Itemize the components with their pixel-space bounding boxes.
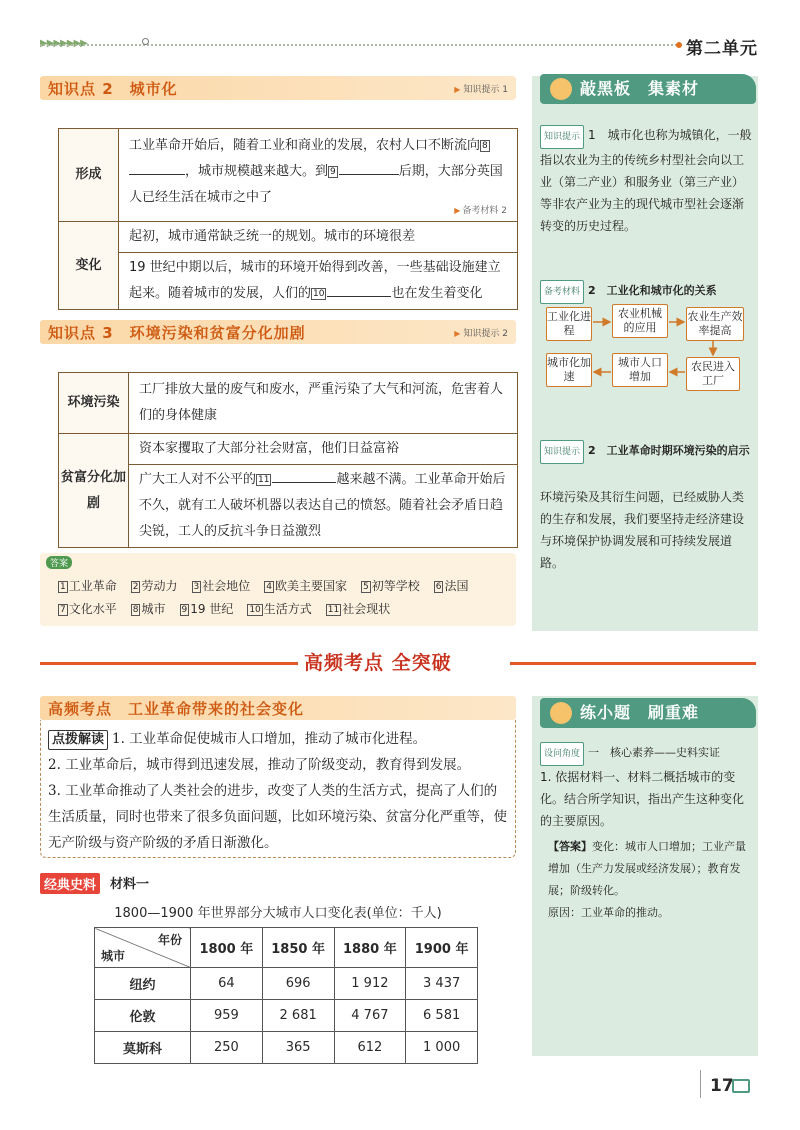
flow-node: 农业生产效率提高 bbox=[686, 307, 744, 341]
answer-item bbox=[264, 577, 347, 594]
text: 1 城市化也称为城镇化，一般指以农业为主的传统乡村型社会向以工业（第二产业）和服务业（第三产业）等非农产业为主的现代城市型社会逐渐转变的历史过程。 bbox=[540, 128, 752, 233]
answer-item bbox=[247, 600, 311, 617]
answer-number: 5 bbox=[363, 581, 369, 592]
text: 1. 工业革命促使城市人口增加，推动了城市化进程。 bbox=[112, 731, 427, 747]
right-header-title: 练小题 刷重难 bbox=[580, 703, 700, 722]
fill-blank[interactable] bbox=[327, 296, 391, 297]
col-header: 1900 年 bbox=[406, 928, 478, 968]
blank-number: 8 bbox=[482, 140, 488, 151]
text-block bbox=[119, 253, 517, 309]
row-city: 伦敦 bbox=[95, 1000, 191, 1032]
answer-text: 19 世纪 bbox=[190, 602, 234, 616]
text: 起初，城市通常缺乏统一的规划。城市的环境很差 bbox=[119, 222, 517, 253]
answer-item bbox=[361, 577, 420, 594]
divider-title: 高频考点 全突破 bbox=[304, 652, 452, 674]
cell: 959 bbox=[191, 1000, 263, 1032]
cell: 2 681 bbox=[262, 1000, 334, 1032]
answer-number: 11 bbox=[327, 604, 340, 615]
kp3-row-pollution bbox=[59, 373, 518, 434]
flow-node: 城市人口增加 bbox=[612, 353, 668, 387]
right-header-2 bbox=[540, 698, 756, 728]
right-header-title: 敲黑板 集素材 bbox=[580, 79, 700, 98]
cell: 1 000 bbox=[406, 1032, 478, 1064]
answer-text: 欧美主要国家 bbox=[274, 579, 347, 593]
flow-arrows bbox=[540, 302, 754, 394]
answer-label: 【答案】 bbox=[548, 840, 592, 853]
answer-number: 1 bbox=[60, 581, 66, 592]
question-1: 1. 依据材料一、材料二概括城市的变化。结合所学知识，指出产生这种变化的主要原因。 bbox=[540, 770, 745, 828]
hf-point-2: 2. 工业革命后，城市得到迅速发展，推动了阶级变动，教育得到发展。 bbox=[48, 757, 471, 773]
answer-number: 7 bbox=[60, 604, 66, 615]
page-separator bbox=[700, 1070, 701, 1098]
answer-text: 初等学校 bbox=[371, 579, 420, 593]
flow-node: 农业机械的应用 bbox=[612, 304, 668, 338]
row-content bbox=[119, 222, 518, 310]
answer-text: 文化水平 bbox=[68, 602, 117, 616]
kp3-header bbox=[40, 320, 516, 344]
answer-text: 法国 bbox=[444, 579, 469, 593]
page-number: 17 bbox=[710, 1076, 734, 1096]
answer-number: 4 bbox=[266, 581, 272, 592]
kp2-row-change bbox=[59, 222, 518, 310]
answer-number: 3 bbox=[193, 581, 200, 592]
cell: 3 437 bbox=[406, 968, 478, 1000]
corner-year: 年份 bbox=[157, 933, 182, 947]
answer-number: 6 bbox=[435, 581, 442, 592]
cell: 64 bbox=[191, 968, 263, 1000]
table-header-row bbox=[95, 928, 478, 968]
tag-hint: 知识提示 bbox=[540, 440, 584, 464]
fill-blank[interactable] bbox=[129, 174, 185, 175]
text: 2 工业革命时期环境污染的启示 bbox=[588, 444, 750, 457]
kp3-hint: ▶ 知识提示 2 bbox=[454, 326, 508, 339]
answer-item bbox=[180, 600, 234, 617]
divider-line-right bbox=[510, 662, 756, 665]
answer-number: 8 bbox=[132, 604, 139, 615]
header-knot bbox=[142, 38, 149, 45]
row-city: 纽约 bbox=[95, 968, 191, 1000]
answer-item bbox=[326, 600, 390, 617]
blank-number: 11 bbox=[258, 474, 270, 485]
knowledge-hint-2-text: 环境污染及其衍生问题，已经威胁人类的生存和发展，我们要坚持走经济建设与环境保护协调发展和可持续发展道路。 bbox=[540, 490, 745, 570]
cell: 365 bbox=[262, 1032, 334, 1064]
cell: 4 767 bbox=[334, 1000, 406, 1032]
hf-header bbox=[40, 696, 516, 720]
col-header: 1880 年 bbox=[334, 928, 406, 968]
cell: 250 bbox=[191, 1032, 263, 1064]
answer-number: 9 bbox=[181, 604, 188, 615]
kp3-row-wealth-gap bbox=[59, 434, 518, 548]
flow-node: 工业化进程 bbox=[546, 307, 592, 341]
col-header: 1850 年 bbox=[262, 928, 334, 968]
answer-number: 10 bbox=[249, 604, 261, 615]
row-content: 工厂排放大量的废气和废水，严重污染了大气和河流，危害着人们的身体健康 bbox=[129, 373, 518, 434]
text: 工业革命开始后，随着工业和商业的发展，农村人口不断流向 bbox=[129, 138, 481, 153]
row-label: 环境污染 bbox=[59, 373, 129, 434]
row-label: 贫富分化加剧 bbox=[59, 434, 129, 548]
answer-item bbox=[131, 600, 166, 617]
header-dot bbox=[676, 42, 682, 48]
answer-list bbox=[58, 577, 516, 617]
cell: 6 581 bbox=[406, 1000, 478, 1032]
tag-angle: 设问角度 bbox=[540, 742, 584, 766]
answer-text: 劳动力 bbox=[141, 579, 178, 593]
answer-badge: 答案 bbox=[46, 556, 72, 569]
hf-title: 高频考点 工业革命带来的社会变化 bbox=[48, 699, 305, 718]
text: 一 核心素养——史料实证 bbox=[588, 746, 721, 759]
answer-number: 2 bbox=[132, 581, 139, 592]
corner-city: 城市 bbox=[101, 949, 126, 963]
question-angle bbox=[540, 742, 754, 766]
tag-hint: 知识提示 bbox=[540, 125, 584, 149]
hf-point-3: 3. 工业革命推动了人类社会的进步，改变了人类的生活方式，提高了人们的生活质量，同时也带来了很多负面问题，比如环境污染、贫富分化严重等，使无产阶级与资产阶级的矛盾日渐激化。 bbox=[48, 783, 507, 851]
row-content bbox=[129, 434, 518, 548]
blackboard-icon bbox=[550, 78, 572, 100]
kp2-table bbox=[58, 128, 518, 310]
material-title: 材料一 bbox=[110, 877, 150, 892]
flow-node: 城市化加速 bbox=[546, 353, 592, 387]
right-header-1 bbox=[540, 74, 756, 104]
row-content bbox=[119, 129, 518, 222]
table-row bbox=[95, 968, 478, 1000]
table-row bbox=[95, 1032, 478, 1064]
row-label: 形成 bbox=[59, 129, 119, 222]
material-ref: ▶ 备考材料 2 bbox=[129, 205, 507, 217]
fill-blank[interactable] bbox=[272, 482, 336, 483]
blank-number: 10 bbox=[313, 288, 325, 299]
kp2-title: 知识点 2 城市化 bbox=[48, 79, 178, 98]
hf-badge: 点拨解读 bbox=[48, 730, 108, 750]
answer-text: 社会现状 bbox=[342, 602, 391, 616]
text: 后期，大部分英国人已经生活在城市之中了 bbox=[129, 164, 503, 205]
population-table bbox=[94, 927, 478, 1064]
table-row bbox=[95, 1000, 478, 1032]
unit-title: 第二单元 bbox=[686, 39, 758, 59]
hf-text bbox=[48, 726, 508, 856]
material-2-title bbox=[540, 280, 754, 304]
answer-box bbox=[40, 553, 516, 626]
header-decoration: ▶▶▶▶▶▶▶ bbox=[40, 38, 87, 49]
kp2-header bbox=[40, 76, 516, 100]
answer-item bbox=[192, 577, 251, 594]
row-label: 变化 bbox=[59, 222, 119, 310]
answer-text: 工业革命 bbox=[68, 579, 117, 593]
text: 越来越不满。工业革命开始后不久，就有工人破坏机器以表达自己的愤怒。随着社会矛盾日趋尖锐，工人的反抗斗争日益激烈 bbox=[139, 472, 506, 539]
knowledge-hint-1 bbox=[540, 124, 752, 237]
answer-item bbox=[131, 577, 178, 594]
row-city: 莫斯科 bbox=[95, 1032, 191, 1064]
text: 变化：城市人口增加；工业产量增加（生产力发展或经济发展）；教育发展；阶级转化。 bbox=[548, 840, 746, 897]
flow-node: 农民进入工厂 bbox=[686, 357, 740, 391]
table-caption: 1800—1900 年世界部分大城市人口变化表(单位：千人) bbox=[114, 906, 442, 921]
answer-item bbox=[58, 577, 117, 594]
table-corner bbox=[95, 928, 191, 968]
text: 广大工人对不公平的 bbox=[139, 472, 257, 487]
material-badge: 经典史料 bbox=[40, 873, 100, 894]
cell: 612 bbox=[334, 1032, 406, 1064]
text: ，城市规模越来越大。到 bbox=[185, 164, 329, 179]
header-rule bbox=[40, 44, 680, 46]
hf-point-1 bbox=[48, 726, 508, 752]
cell: 1 912 bbox=[334, 968, 406, 1000]
text: 19 世纪中期以后，城市的环境开始得到改善，一些基础设施建立起来。随着城市的发展，人们的 bbox=[129, 260, 501, 301]
kp2-hint: ▶ 知识提示 1 bbox=[454, 82, 508, 95]
answer-item bbox=[58, 600, 117, 617]
answer-text: 城市 bbox=[141, 602, 166, 616]
text-block bbox=[129, 465, 517, 547]
divider-line-left bbox=[40, 662, 298, 665]
answer-item bbox=[434, 577, 469, 594]
practice-icon bbox=[550, 702, 572, 724]
answer-text: 生活方式 bbox=[263, 602, 312, 616]
fill-blank[interactable] bbox=[339, 174, 399, 175]
knowledge-hint-2-title bbox=[540, 440, 754, 464]
text: 原因：工业革命的推动。 bbox=[548, 906, 669, 919]
blank-number: 9 bbox=[330, 166, 336, 177]
kp2-row-formation bbox=[59, 129, 518, 222]
book-icon bbox=[732, 1079, 750, 1093]
text: 也在发生着变化 bbox=[391, 286, 483, 301]
answer-1 bbox=[548, 836, 754, 924]
text: 2 工业化和城市化的关系 bbox=[588, 284, 717, 297]
kp3-title: 知识点 3 环境污染和贫富分化加剧 bbox=[48, 323, 306, 342]
cell: 696 bbox=[262, 968, 334, 1000]
col-header: 1800 年 bbox=[191, 928, 263, 968]
tag-material: 备考材料 bbox=[540, 280, 584, 304]
kp3-table bbox=[58, 372, 518, 548]
text: 资本家攫取了大部分社会财富，他们日益富裕 bbox=[129, 434, 517, 465]
answer-text: 社会地位 bbox=[202, 579, 251, 593]
flow-diagram bbox=[540, 302, 754, 394]
